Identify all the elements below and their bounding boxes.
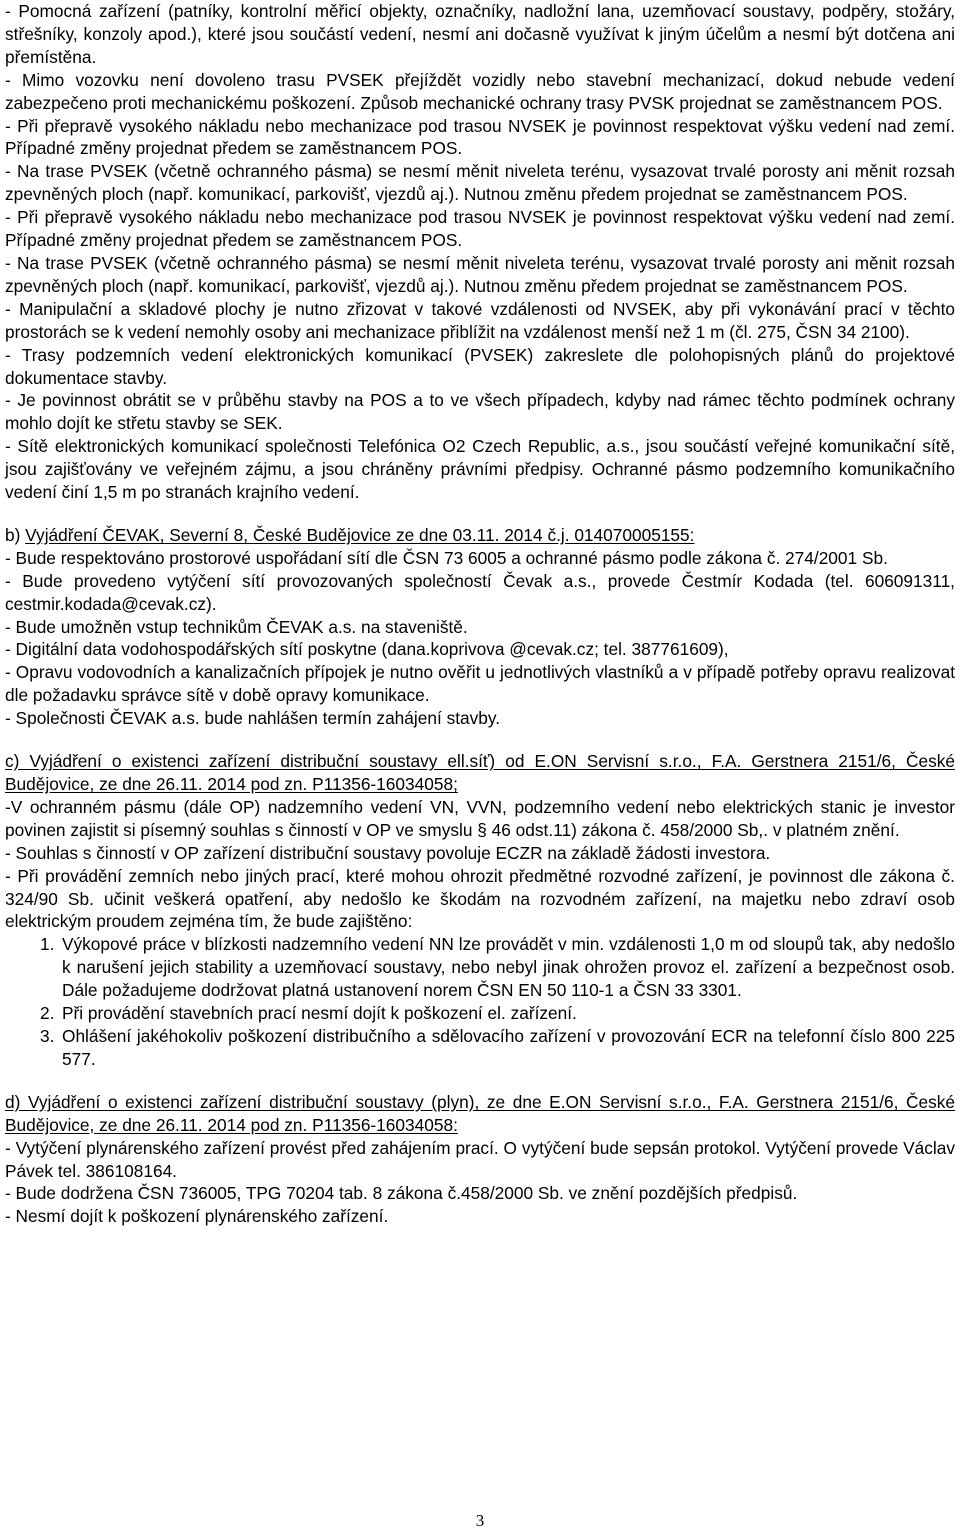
list-number: 3. — [40, 1025, 55, 1046]
paragraph-aux-equipment: - Pomocná zařízení (patníky, kontrolní měřicí objekty, označníky, nadložní lana, uzemňovací soustavy, podpěry, stožáry, střešníky, konzoly apod.), které jsou součástí vedení, nesmí ani dočasně využívat k jiným účelům a nesmí být dotčena ani přemístěna. — [5, 1, 955, 67]
section-b-item: - Opravu vodovodních a kanalizačních přípojek je nutno ověřit u jednotlivých vlastníků a v případě potřeby opravu realizovat dle požadavku správce sítě v době opravy komunikace. — [5, 662, 955, 706]
section-c-heading: c) Vyjádření o existenci zařízení distribuční soustavy ell.síť) od E.ON Servisní s.r.o., F.A. Gerstnera 2151/6, České Budějovice, ze dne 26.11. 2014 pod zn. P11356-16034058; — [5, 751, 955, 794]
section-b-prefix: b) — [5, 524, 26, 545]
section-b-heading — [5, 524, 955, 547]
paragraph-high-load-2: - Při přepravě vysokého nákladu nebo mechanizace pod trasou NVSEK je povinnost respektovat výšku vedení nad zemí. Případné změny projednat předem se zaměstnancem POS. — [5, 207, 955, 251]
section-b-item: - Společnosti ČEVAK a.s. bude nahlášen termín zahájení stavby. — [5, 708, 501, 729]
numbered-list-item — [5, 933, 955, 1002]
paragraph-contact-pos: - Je povinnost obrátit se v průběhu stavby na POS a to ve všech případech, kdyby nad rámec těchto podmínek ochrany mohlo dojít ke střetu stavby se SEK. — [5, 390, 955, 434]
section-b-item: - Digitální data vodohospodářských sítí poskytne (dana.koprivova @cevak.cz; tel. 387761609), — [5, 639, 729, 660]
paragraph-terrain-1: - Na trase PVSEK (včetně ochranného pásma) se nesmí měnit niveleta terénu, vysazovat trvalé porosty ani měnit rozsah zpevněných ploch (např. komunikací, parkovišť, vjezdů aj.). Nutnou změnu předem projednat se zaměstnancem POS. — [5, 161, 955, 205]
document-page — [5, 0, 955, 1228]
list-number: 2. — [40, 1003, 55, 1024]
spacer — [5, 1071, 955, 1091]
section-d-heading: d) Vyjádření o existenci zařízení distribuční soustavy (plyn), ze dne E.ON Servisní s.r.o., F.A. Gerstnera 2151/6, České Budějovice, ze dne 26.11. 2014 pod zn. P11356-16034058: — [5, 1091, 955, 1135]
paragraph-route-drawing: - Trasy podzemních vedení elektronických komunikací (PVSEK) zakreslete dle polohopisných plánů do projektové dokumentace stavby. — [5, 344, 955, 388]
section-c-item: - Souhlas s činností v OP zařízení distribuční soustavy povoluje ECZR na základě žádosti investora. — [5, 842, 771, 863]
section-b-item: - Bude umožněn vstup technikům ČEVAK a.s. na staveniště. — [5, 616, 468, 637]
section-b-title: Vyjádření ČEVAK, Severní 8, České Budějovice ze dne 03.11. 2014 č.j. 014070005155: — [25, 524, 695, 545]
list-text: Ohlášení jakéhokoliv poškození distribučního a sdělovacího zařízení v provozování ECR na telefonní číslo 800 225 577. — [62, 1025, 955, 1069]
section-b-item: - Bude respektováno prostorové uspořádaní sítí dle ČSN 73 6005 a ochranné pásmo podle zákona č. 274/2001 Sb. — [5, 547, 888, 568]
section-c-item: - Při provádění zemních nebo jiných prací, které mohou ohrozit předmětné rozvodné zařízení, je povinnost dle zákona č. 324/90 Sb. učinit veškerá opatření, aby nedošlo ke škodám na rozvodném zařízení, na majetku nebo zdraví osob elektrickým proudem zejména tím, že bude zajištěno: — [5, 865, 955, 932]
section-b-item: - Bude provedeno vytýčení sítí provozovaných společností Čevak a.s., provede Čestmír Kodada (tel. 606091311, cestmir.kodada@cevak.cz). — [5, 570, 955, 614]
paragraph-terrain-2: - Na trase PVSEK (včetně ochranného pásma) se nesmí měnit niveleta terénu, vysazovat trvalé porosty ani měnit rozsah zpevněných ploch (např. komunikací, parkovišť, vjezdů aj.). Nutnou změnu předem projednat se zaměstnancem POS. — [5, 252, 955, 296]
page-number: 3 — [475, 1511, 485, 1530]
section-d-item: - Bude dodržena ČSN 736005, TPG 70204 tab. 8 zákona č.458/2000 Sb. ve znění pozdějších předpisů. — [5, 1183, 798, 1204]
section-c-numbered-list — [5, 933, 955, 1070]
list-text: Výkopové práce v blízkosti nadzemního vedení NN lze provádět v min. vzdálenosti 1,0 m od sloupů tak, aby nedošlo k narušení jejich stability a uzemňovací soustavy, nebo nebyl jinak ohrožen provoz el. zařízení a bezpečnost osob. Dále požadujeme dodržovat platná ustanovení norem ČSN EN 50 110-1 a ČSN 33 3301. — [62, 934, 955, 1001]
paragraph-no-crossing: - Mimo vozovku není dovoleno trasu PVSEK přejíždět vozidly nebo stavební mechanizací, dokud nebude vedení zabezpečeno proti mechanickému poškození. Způsob mechanické ochrany trasy PVSK projednat se zaměstnancem POS. — [5, 69, 955, 113]
section-c-item: -V ochranném pásmu (dále OP) nadzemního vedení VN, VVN, podzemního vedení nebo elektrických stanic je investor povinen zajistit si písemný souhlas s činností v OP ve smyslu § 46 odst.11) zákona č. 458/2000 Sb,. v platném znění. — [5, 796, 955, 840]
paragraph-high-load-1: - Při přepravě vysokého nákladu nebo mechanizace pod trasou NVSEK je povinnost respektovat výšku vedení nad zemí. Případné změny projednat předem se zaměstnancem POS. — [5, 115, 955, 159]
spacer — [5, 730, 955, 750]
list-text: Při provádění stavebních prací nesmí dojít k poškození el. zařízení. — [62, 1003, 577, 1024]
spacer — [5, 504, 955, 524]
list-number: 1. — [40, 934, 55, 955]
section-d-item: - Vytýčení plynárenského zařízení provést před zahájením prací. O vytýčení bude sepsán protokol. Vytýčení provede Václav Pávek tel. 386108164. — [5, 1137, 955, 1181]
numbered-list-item — [5, 1025, 955, 1071]
paragraph-storage-areas: - Manipulační a skladové plochy je nutno zřizovat v takové vzdálenosti od NVSEK, aby při vykonávání prací v těchto prostorách se k vedení nemohly osoby ani mechanizace přiblížit na vzdálenost menší než 1 m (čl. 275, ČSN 34 2100). — [5, 298, 955, 342]
section-d-item: - Nesmí dojít k poškození plynárenského zařízení. — [5, 1206, 389, 1227]
paragraph-telefonica-network: - Sítě elektronických komunikací společnosti Telefónica O2 Czech Republic, a.s., jsou součástí veřejné komunikační sítě, jsou zajišťovány ve veřejném zájmu, a jsou chráněny právními předpisy. Ochranné pásmo podzemního komunikačního vedení činí 1,5 m po stranách krajního vedení. — [5, 436, 955, 503]
numbered-list-item — [5, 1002, 955, 1025]
